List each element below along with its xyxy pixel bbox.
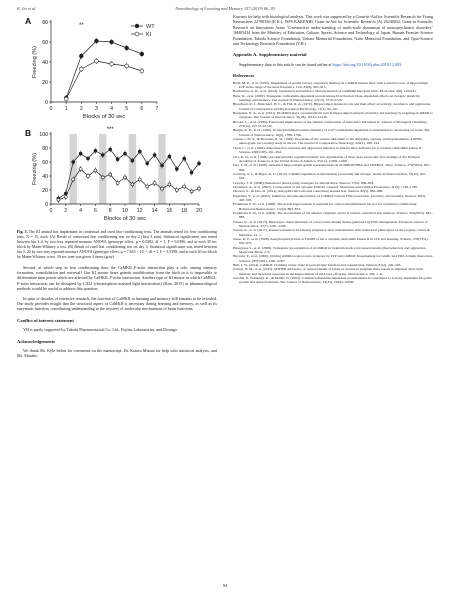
data-point-wt xyxy=(94,149,97,152)
reference-item: Blanchard, R. J., Blanchard, D. C., & Fial, R. A. (1970). Hippocampal lesions in rats and their effect on activity, avoidance, and aggression. Journal of Comparative and Physiological Psychology, 71(1), 92–101. xyxy=(233,102,432,111)
coi-heading: Conflict of interest statement xyxy=(17,317,74,323)
appendix-sentence: Supplementary data to this article can be found online at xyxy=(239,61,333,67)
reference-item: Jourdan, P., Fukunaga, K., & Muller, D. (2003). Calcium/calmodulin-dependent protein kinase II contributes to activity-dependent filopodia growth and spine formation. The Journal of Neuroscience, 23(33), 10645–10649. xyxy=(233,276,432,285)
data-point-ki xyxy=(140,69,144,73)
legend-label-wt: WT xyxy=(146,24,155,30)
x-tick-label: 1 xyxy=(64,106,68,112)
data-point-wt xyxy=(175,168,178,171)
reference-item: Furuse, K., et al. (2017). Presence mutation and during pregnancy after reinstatement after behavioral phenotypes of the progeny. Genes & Nutrition, 12, 1. xyxy=(233,228,430,237)
data-point-ki xyxy=(87,175,90,178)
reference-item: Crawley, J. N. (2008). Behavioral phenotyping strategies for mutant mice. Neuron, 57(6), 809–818. xyxy=(233,180,375,185)
reference-item: Frankland, P. W., et al. (1998). The dorsal hippocampus is essential for context discrimination but not for contextual conditioning. Behavioral Neuroscience, 112(4), 863–874. xyxy=(233,202,418,211)
tone-period-shading xyxy=(70,134,77,204)
data-point-wt xyxy=(198,162,201,165)
x-tick-label: 20 xyxy=(196,208,202,214)
y-axis-label: Freezing (%) xyxy=(32,152,38,186)
data-point-wt xyxy=(72,161,75,164)
data-point-ki xyxy=(190,190,193,193)
reference-item: Bach, M. E., et al. (1995). Impairment of spatial but not contextual memory in CaMKII mutant mice with a selective loss of hippocampal LTP in the range of the theta frequency. Cell, 81(6), 905–915. xyxy=(233,80,429,89)
data-point-ki xyxy=(64,97,68,101)
x-tick-label: 12 xyxy=(136,208,143,214)
x-tick-label: 4 xyxy=(79,208,83,214)
left-column xyxy=(17,14,217,359)
x-tick-label: 2 xyxy=(64,208,68,214)
reference-item: Bachstetter, A. D., et al. (2014). Generation and behavior characterization of CaMKIIβ knockout mice. PLoS One, 9(8), e105191. xyxy=(233,89,417,94)
page-number: 94 xyxy=(222,583,228,588)
body-paragraph-1: Second, at which step in fear conditioning does the CaMKII–F-actin interaction play a role, among memory formation, consolidation and retrieval? Our KI mouse bears genetic modification from the birth so it is impossible to differentiate time points which are affected by CaMKII–F-actin interaction. Another type of KI mouse in which CaMKII–F-actin interaction can be disrupted by CALI (chromophore-assisted light inactivation) (Kim, 2015) or pharmacological methods would be useful to address this question. xyxy=(17,264,217,292)
tone-period-shading xyxy=(129,134,136,204)
y-tick-label: 20 xyxy=(42,80,48,86)
data-point-ki xyxy=(57,198,60,201)
reference-item: Chen, C., et al. (1994). Abnormal fear response and aggressive behavior in mutant mice deficient for α-calcium-calmodulin kinase II. Science, 266(5183), 291–294. xyxy=(233,145,423,155)
data-point-ki xyxy=(183,185,186,188)
reference-item: Elgersma, Y., et al. (2002). Inhibitory autophosphorylation of CaMKII controls PSD association, plasticity, and learning. Neuron, 36(3), 493–505. xyxy=(233,193,426,202)
ack-continuation: Kawano for help with histological analysis. This work was supported by a Grant-in-Aid for Scientific Research for Young Researchers 22700356 (K.K.), JSPS KAKENHI, Grant-in-Aid for Scientific Research (A) 26240032, Grant-in Scientific Research on Innovation Areas "Constructive under-standing of multi-scale dynamism of neuropsychiatric disorders" 16H05434 from the Ministry of Education, Culture, Sports, Science and Technology of Japan, Human Frontier Science Foundation, Takeda Science Foundation, Uehara Memorial Foundation, Naito Memorial Foundation, and Opto-Science and Technology Research Foundation (Y.H.). xyxy=(233,14,433,47)
data-point-ki xyxy=(101,176,104,179)
data-point-wt xyxy=(183,157,186,160)
data-point-ki xyxy=(94,169,97,172)
x-tick-label: 6 xyxy=(140,106,144,112)
x-tick-label: 16 xyxy=(166,208,173,214)
data-point-wt xyxy=(110,40,114,44)
legend-label-ki: KI xyxy=(146,32,152,38)
x-axis-label: Blocks of 30 sec xyxy=(82,114,126,120)
tone-period-shading xyxy=(158,134,165,204)
panel-label: B xyxy=(25,128,32,138)
reference-item: Cho, K. O., et al. (1998). An appropriately-regulated density and organization of three more molecules. Proceedings of the National Academy of Sciences of the United States of America, 95(12), 11956–11961. xyxy=(233,154,420,163)
reference-item: Carrasco, M. S., & Bracamo, R. W. (1992). Properties of the ventral subiculum to the amygdala, septum, and hypothalamus: A PHAL anterograde tract-tracing study in the rat. The Journal of Comparative Neurology, 324(2), 180–194. xyxy=(233,137,423,146)
y-tick-label: 0 xyxy=(45,202,48,208)
caption-text: The KI animal has impairment in contextual and cued fear conditioning tests. The animals tested for fear conditioning tests, N = 15, each. (A) Result of contextual fear conditioning test on day 2 (first 3 min). Statistical significance was tested between bin 1–6 by two-way repeated measure ANOVA (genotype effect, p = 0.0282, df = 1, F = 6.0396, and at each 30 sec block by Mann-Whitney u test. (B) Result of cued fear conditioning test on day 3. Statistical significance was tested between bin 5–20 by two-way repeated measure ANOVA (genotype effect, p = 7.845 × 10⁻³, df = 1, F = 3.5598, and at each 30 sec block by Mann-Whitney u test. 30 sec tone was given 4 times (gray). xyxy=(17,230,217,260)
x-tick-label: 0 xyxy=(49,106,53,112)
data-point-ki xyxy=(64,196,67,199)
data-point-wt xyxy=(140,52,144,56)
caption-label: Fig. 5. xyxy=(17,230,28,234)
data-point-wt xyxy=(161,164,164,167)
y-tick-label: 20 xyxy=(42,188,48,194)
x-tick-label: 3 xyxy=(94,106,98,112)
reference-item: Hayashi, Y., et al. (2000). Driving AMPA receptors into synapses by LTP and CaMKII: Requirement for GluR1 and PDZ domain interaction. Science, 287(5461), 2262–2267. xyxy=(233,254,433,263)
supplementary-link[interactable]: https://doi.org/10.1016/j.nlm.2018.12.003 xyxy=(332,61,402,67)
figure-caption xyxy=(17,230,217,261)
data-point-wt xyxy=(131,159,134,162)
data-point-wt xyxy=(146,162,149,165)
x-tick-label: 10 xyxy=(122,208,128,214)
figure-5-chart xyxy=(17,14,217,226)
y-tick-label: 0 xyxy=(45,100,48,106)
data-point-wt xyxy=(138,150,141,153)
data-point-wt xyxy=(124,152,127,155)
reference-list xyxy=(233,81,433,285)
x-tick-label: 6 xyxy=(93,208,97,214)
data-point-wt xyxy=(101,154,104,157)
reference-item: Dosemeci, A., et al. (2007). Composition of the synaptic PSD-95 complex. Molecular and Cellular Proteomics, 6(10), 1749–1760. xyxy=(233,184,418,189)
y-tick-label: 40 xyxy=(42,174,48,180)
x-tick-label: 14 xyxy=(151,208,158,214)
legend-marker xyxy=(135,24,139,28)
tone-period-shading xyxy=(99,134,106,204)
header-journal: Neurobiology of Learning and Memory 157 (2019) 86–95 xyxy=(175,6,275,11)
y-axis-label: Freezing (%) xyxy=(32,45,38,79)
data-point-ki xyxy=(168,183,171,186)
reference-item: Coultrap, S. J., & Bayer, K. U. (2012). CaMKII regulation in information processing and storage. Trends in Neurosciences, 35(10), 607–618. xyxy=(233,171,428,181)
x-tick-label: 5 xyxy=(125,106,129,112)
data-point-ki xyxy=(109,173,112,176)
data-point-ki xyxy=(124,176,127,179)
significance-marker: *** xyxy=(106,127,114,133)
data-point-ki xyxy=(95,59,99,63)
y-tick-label: 60 xyxy=(42,40,48,46)
data-point-wt xyxy=(87,157,90,160)
reference-item: Bejar, R., et al. (2002). Transgenic calmodulin-dependent protein kinase II activation: Dose-dependent effects on synaptic plasticity, learning, and memory. The Journal of Neuroscience, 22(13), 5719–5726. xyxy=(233,93,421,103)
x-axis-label: Blocks of 30 sec xyxy=(103,216,147,222)
y-tick-label: 40 xyxy=(42,60,48,66)
data-point-wt xyxy=(190,171,193,174)
data-point-ki xyxy=(125,64,129,68)
x-tick-label: 4 xyxy=(110,106,114,112)
reference-item: Borgesius, N. Z., et al. (2011). βCaMKII plays a nonenzymatic role in hippocampal synaptic plasticity and learning by targeting αCaMKII to synapses. The Journal of Neuroscience, 31(28), 10141–10148. xyxy=(233,111,434,120)
data-point-ki xyxy=(79,67,83,71)
data-point-ki xyxy=(79,168,82,171)
y-tick-label: 100 xyxy=(39,132,48,138)
appendix-heading: Appendix A. Supplementary material xyxy=(233,52,307,58)
ack-heading: Acknowledgements xyxy=(17,338,56,344)
x-tick-label: 7 xyxy=(155,106,159,112)
data-point-wt xyxy=(95,39,99,43)
data-point-wt xyxy=(125,46,129,50)
reference-item: Hell, J. W. (2014). CaMKII: Claiming center stage in postsynaptic function and organization. Neuron, 81(2), 249–265. xyxy=(233,263,402,268)
appendix-text: Supplementary data to this article can be found online at https://doi.org/10.1016/j.nlm.2018.12.003. xyxy=(239,61,403,67)
right-column xyxy=(233,14,433,285)
body-paragraph-2: In spite of decades of extensive research, the function of CaMKII in learning and memory still remains to be revealed. Our study provides insight that the structural aspect of CaMKII is necessary during learning and memory, as well as its enzymatic function, contributing understanding to the mystery of molecular mechanisms of brain functions. xyxy=(17,295,217,312)
data-point-ki xyxy=(161,187,164,190)
data-point-wt xyxy=(116,158,119,161)
data-point-ki xyxy=(153,182,156,185)
reference-item: Brocke, L., et al. (1999). Functional implications of the subunit composition of neuronal CaM kinase II. Journal of Biological Chemistry, 274(32), 22713–22722. xyxy=(233,119,428,129)
reference-item: Jadavji, N. M., et al. (2015). MTHFR deficiency or reduced intake of folate or choline in pregnant mice results in impaired short-term memory and increased apoptosis in the hippocampus of wild-type offspring. Neuroscience, 300, 1–9. xyxy=(233,267,423,276)
legend-marker xyxy=(135,32,139,36)
x-tick-label: 8 xyxy=(108,208,112,214)
data-point-ki xyxy=(146,185,149,188)
x-tick-label: 2 xyxy=(79,106,83,112)
data-point-ki xyxy=(110,62,114,66)
y-tick-label: 60 xyxy=(42,160,48,166)
reference-item: Furuse, K., et al. (2013). Phenotypic characterization of a new Grin1 mutant mouse generated by ENU mutagenesis. European Journal of Neuroscience, 37(7), 1281–1290. xyxy=(233,219,428,228)
reference-item: Duvarci, S., & Pare, D. (2014). Amygdala microcircuits controlling learned fear. Neuron, 82(5), 966–980. xyxy=(233,189,384,194)
data-point-ki xyxy=(198,187,201,190)
y-tick-label: 80 xyxy=(42,146,48,152)
data-point-wt xyxy=(109,148,112,151)
x-tick-label: 18 xyxy=(181,208,188,214)
reference-item: Hasegawa, S., et al. (2009). Transgenic up-regulation of αCaMKII in forebrain leads to increased anxiety-like behaviors and aggression. Molecular Brain, 2, 6. xyxy=(233,245,427,255)
panel-label: A xyxy=(25,16,32,26)
reference-item: Cho, Y. H., et al. (1998). Abnormal hippocampal spatial representations in αCaMKIIT286A and CREBαΔ– mice. Science, 279(5352), 867–869. xyxy=(233,163,431,172)
data-point-wt xyxy=(79,152,82,155)
data-point-ki xyxy=(175,189,178,192)
ack-text: We thank Mr. Kyle Irelon for comments on the manuscript, Dr. Kotaro Mizuta for help with statistical analysis, and Ms. Masako xyxy=(17,348,217,359)
data-point-wt xyxy=(79,54,83,58)
data-point-ki xyxy=(138,178,141,181)
header-authors: K. Ito et al. xyxy=(17,6,37,11)
reference-item: Burgin, K. E., et al. (1990). In situ hybridization histochemistry of Ca2+/calmodulin-dependent protein kinase in developing rat brain. The Journal of Neuroscience, 10(6), 1788–1798. xyxy=(233,128,430,137)
reference-item: Giese, K. P., et al. (1998). Autophosphorylation at Thr286 of the α calcium-calmodulin kinase II in LTP and learning. Science, 279(5352), 870–873. xyxy=(233,237,429,246)
data-point-ki xyxy=(72,178,75,181)
references-heading: References xyxy=(233,73,255,79)
significance-marker: ** xyxy=(78,23,84,29)
figure-5 xyxy=(17,14,217,226)
series-line-wt xyxy=(66,41,142,98)
y-tick-label: 80 xyxy=(42,20,48,26)
x-tick-label: 0 xyxy=(49,208,53,214)
data-point-wt xyxy=(168,155,171,158)
data-point-ki xyxy=(131,183,134,186)
data-point-ki xyxy=(116,182,119,185)
data-point-wt xyxy=(153,154,156,157)
coi-text: YH is partly supported by Takeda Pharmaceutical Co. Ltd., Fujitsu Laboratories, and Dwango. xyxy=(23,327,179,333)
reference-item: Frankland, P. W., et al. (2004). The involvement of the anterior cingulate cortex in remote contextual fear memory. Science, 304(5672), 881–883. xyxy=(233,210,433,220)
